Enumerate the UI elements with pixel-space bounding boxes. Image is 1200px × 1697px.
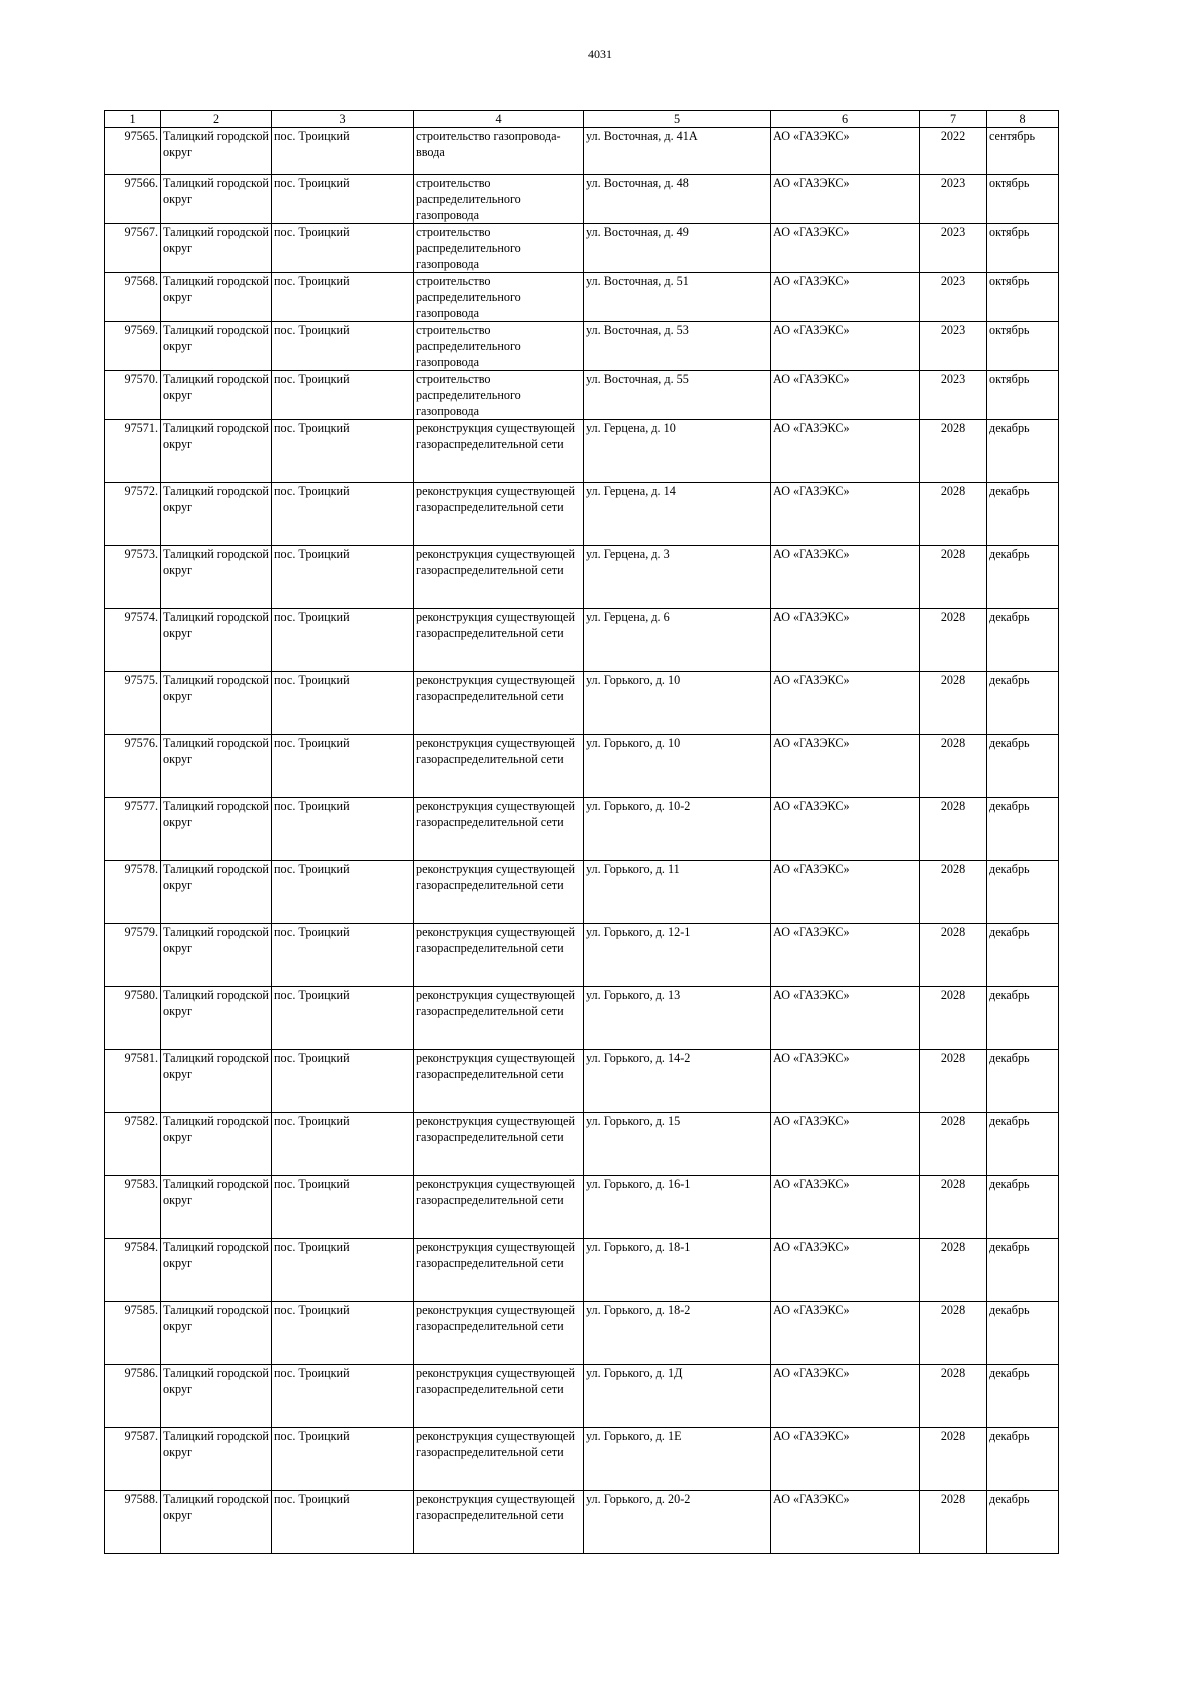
organization-cell: АО «ГАЗЭКС» [771, 798, 920, 861]
month-cell: октябрь [987, 224, 1059, 273]
year-cell: 2028 [920, 1365, 987, 1428]
year-cell: 2028 [920, 1176, 987, 1239]
row-number-cell: 97567. [105, 224, 161, 273]
column-number: 6 [771, 111, 920, 128]
month-cell: октябрь [987, 322, 1059, 371]
organization-cell: АО «ГАЗЭКС» [771, 735, 920, 798]
address-cell: ул. Восточная, д. 48 [584, 175, 771, 224]
district-cell: Талицкий городской округ [161, 483, 272, 546]
organization-cell: АО «ГАЗЭКС» [771, 371, 920, 420]
address-cell: ул. Горького, д. 10 [584, 672, 771, 735]
settlement-cell: пос. Троицкий [272, 1239, 414, 1302]
table-row [105, 175, 1059, 224]
row-number-cell: 97577. [105, 798, 161, 861]
column-number: 2 [161, 111, 272, 128]
district-cell: Талицкий городской округ [161, 1491, 272, 1554]
address-cell: ул. Герцена, д. 10 [584, 420, 771, 483]
year-cell: 2028 [920, 1050, 987, 1113]
register-table [104, 110, 1059, 1554]
work-type-cell: строительство распределительного газопровода [414, 322, 584, 371]
settlement-cell: пос. Троицкий [272, 1302, 414, 1365]
month-cell: декабрь [987, 1491, 1059, 1554]
year-cell: 2023 [920, 371, 987, 420]
row-number-cell: 97569. [105, 322, 161, 371]
month-cell: декабрь [987, 483, 1059, 546]
settlement-cell: пос. Троицкий [272, 1050, 414, 1113]
table-row [105, 1428, 1059, 1491]
month-cell: октябрь [987, 273, 1059, 322]
address-cell: ул. Горького, д. 18-2 [584, 1302, 771, 1365]
row-number-cell: 97579. [105, 924, 161, 987]
settlement-cell: пос. Троицкий [272, 924, 414, 987]
organization-cell: АО «ГАЗЭКС» [771, 987, 920, 1050]
year-cell: 2023 [920, 273, 987, 322]
year-cell: 2028 [920, 987, 987, 1050]
settlement-cell: пос. Троицкий [272, 735, 414, 798]
month-cell: декабрь [987, 798, 1059, 861]
month-cell: декабрь [987, 1113, 1059, 1176]
settlement-cell: пос. Троицкий [272, 546, 414, 609]
address-cell: ул. Горького, д. 15 [584, 1113, 771, 1176]
row-number-cell: 97583. [105, 1176, 161, 1239]
work-type-cell: реконструкция существующей газораспределительной сети [414, 735, 584, 798]
year-cell: 2028 [920, 609, 987, 672]
work-type-cell: реконструкция существующей газораспределительной сети [414, 1302, 584, 1365]
table-row [105, 1365, 1059, 1428]
month-cell: декабрь [987, 1302, 1059, 1365]
year-cell: 2023 [920, 175, 987, 224]
organization-cell: АО «ГАЗЭКС» [771, 1428, 920, 1491]
organization-cell: АО «ГАЗЭКС» [771, 1113, 920, 1176]
organization-cell: АО «ГАЗЭКС» [771, 1365, 920, 1428]
district-cell: Талицкий городской округ [161, 1113, 272, 1176]
organization-cell: АО «ГАЗЭКС» [771, 861, 920, 924]
organization-cell: АО «ГАЗЭКС» [771, 1302, 920, 1365]
table-row [105, 546, 1059, 609]
work-type-cell: реконструкция существующей газораспределительной сети [414, 1239, 584, 1302]
year-cell: 2028 [920, 1239, 987, 1302]
settlement-cell: пос. Троицкий [272, 175, 414, 224]
settlement-cell: пос. Троицкий [272, 371, 414, 420]
district-cell: Талицкий городской округ [161, 546, 272, 609]
district-cell: Талицкий городской округ [161, 175, 272, 224]
work-type-cell: строительство распределительного газопровода [414, 175, 584, 224]
address-cell: ул. Восточная, д. 41А [584, 128, 771, 175]
month-cell: декабрь [987, 735, 1059, 798]
work-type-cell: реконструкция существующей газораспределительной сети [414, 1365, 584, 1428]
row-number-cell: 97584. [105, 1239, 161, 1302]
year-cell: 2028 [920, 1113, 987, 1176]
year-cell: 2028 [920, 1428, 987, 1491]
column-number: 8 [987, 111, 1059, 128]
organization-cell: АО «ГАЗЭКС» [771, 1239, 920, 1302]
year-cell: 2023 [920, 224, 987, 273]
settlement-cell: пос. Троицкий [272, 987, 414, 1050]
table-row [105, 420, 1059, 483]
table-row [105, 483, 1059, 546]
address-cell: ул. Горького, д. 12-1 [584, 924, 771, 987]
column-number: 7 [920, 111, 987, 128]
organization-cell: АО «ГАЗЭКС» [771, 128, 920, 175]
address-cell: ул. Горького, д. 20-2 [584, 1491, 771, 1554]
work-type-cell: реконструкция существующей газораспределительной сети [414, 798, 584, 861]
month-cell: декабрь [987, 672, 1059, 735]
table-row [105, 371, 1059, 420]
address-cell: ул. Восточная, д. 49 [584, 224, 771, 273]
year-cell: 2028 [920, 735, 987, 798]
district-cell: Талицкий городской округ [161, 1365, 272, 1428]
settlement-cell: пос. Троицкий [272, 798, 414, 861]
row-number-cell: 97586. [105, 1365, 161, 1428]
work-type-cell: реконструкция существующей газораспределительной сети [414, 672, 584, 735]
address-cell: ул. Восточная, д. 51 [584, 273, 771, 322]
district-cell: Талицкий городской округ [161, 798, 272, 861]
work-type-cell: реконструкция существующей газораспределительной сети [414, 609, 584, 672]
month-cell: декабрь [987, 420, 1059, 483]
address-cell: ул. Восточная, д. 53 [584, 322, 771, 371]
work-type-cell: строительство газопровода-ввода [414, 128, 584, 175]
month-cell: декабрь [987, 924, 1059, 987]
month-cell: октябрь [987, 371, 1059, 420]
table-row [105, 609, 1059, 672]
district-cell: Талицкий городской округ [161, 735, 272, 798]
settlement-cell: пос. Троицкий [272, 672, 414, 735]
page-number: 4031 [588, 47, 612, 61]
work-type-cell: строительство распределительного газопровода [414, 371, 584, 420]
table-row [105, 1491, 1059, 1554]
column-number: 5 [584, 111, 771, 128]
address-cell: ул. Горького, д. 13 [584, 987, 771, 1050]
address-cell: ул. Горького, д. 10-2 [584, 798, 771, 861]
table-row [105, 924, 1059, 987]
month-cell: декабрь [987, 546, 1059, 609]
row-number-cell: 97573. [105, 546, 161, 609]
organization-cell: АО «ГАЗЭКС» [771, 273, 920, 322]
organization-cell: АО «ГАЗЭКС» [771, 924, 920, 987]
organization-cell: АО «ГАЗЭКС» [771, 609, 920, 672]
address-cell: ул. Герцена, д. 3 [584, 546, 771, 609]
table-body [105, 128, 1059, 1554]
row-number-cell: 97572. [105, 483, 161, 546]
month-cell: декабрь [987, 609, 1059, 672]
address-cell: ул. Горького, д. 10 [584, 735, 771, 798]
district-cell: Талицкий городской округ [161, 1176, 272, 1239]
district-cell: Талицкий городской округ [161, 924, 272, 987]
address-cell: ул. Горького, д. 16-1 [584, 1176, 771, 1239]
district-cell: Талицкий городской округ [161, 1302, 272, 1365]
address-cell: ул. Горького, д. 18-1 [584, 1239, 771, 1302]
row-number-cell: 97581. [105, 1050, 161, 1113]
work-type-cell: реконструкция существующей газораспределительной сети [414, 1491, 584, 1554]
row-number-cell: 97580. [105, 987, 161, 1050]
table-row [105, 1176, 1059, 1239]
address-cell: ул. Герцена, д. 14 [584, 483, 771, 546]
month-cell: декабрь [987, 1239, 1059, 1302]
month-cell: декабрь [987, 987, 1059, 1050]
district-cell: Талицкий городской округ [161, 224, 272, 273]
district-cell: Талицкий городской округ [161, 1050, 272, 1113]
settlement-cell: пос. Троицкий [272, 1113, 414, 1176]
work-type-cell: реконструкция существующей газораспределительной сети [414, 483, 584, 546]
year-cell: 2028 [920, 1491, 987, 1554]
settlement-cell: пос. Троицкий [272, 1491, 414, 1554]
table-row [105, 735, 1059, 798]
settlement-cell: пос. Троицкий [272, 1365, 414, 1428]
district-cell: Талицкий городской округ [161, 128, 272, 175]
row-number-cell: 97576. [105, 735, 161, 798]
settlement-cell: пос. Троицкий [272, 420, 414, 483]
month-cell: декабрь [987, 1176, 1059, 1239]
row-number-cell: 97574. [105, 609, 161, 672]
year-cell: 2028 [920, 924, 987, 987]
settlement-cell: пос. Троицкий [272, 273, 414, 322]
year-cell: 2028 [920, 798, 987, 861]
row-number-cell: 97570. [105, 371, 161, 420]
row-number-cell: 97582. [105, 1113, 161, 1176]
year-cell: 2028 [920, 672, 987, 735]
settlement-cell: пос. Троицкий [272, 322, 414, 371]
settlement-cell: пос. Троицкий [272, 128, 414, 175]
row-number-cell: 97585. [105, 1302, 161, 1365]
row-number-cell: 97575. [105, 672, 161, 735]
address-cell: ул. Горького, д. 1Е [584, 1428, 771, 1491]
year-cell: 2023 [920, 322, 987, 371]
settlement-cell: пос. Троицкий [272, 1428, 414, 1491]
year-cell: 2028 [920, 861, 987, 924]
table-row [105, 798, 1059, 861]
table-row [105, 128, 1059, 175]
table-row [105, 1239, 1059, 1302]
district-cell: Талицкий городской округ [161, 273, 272, 322]
work-type-cell: реконструкция существующей газораспределительной сети [414, 1113, 584, 1176]
column-number-row [105, 111, 1059, 128]
address-cell: ул. Восточная, д. 55 [584, 371, 771, 420]
district-cell: Талицкий городской округ [161, 1428, 272, 1491]
table-row [105, 1302, 1059, 1365]
district-cell: Талицкий городской округ [161, 322, 272, 371]
table-row [105, 1113, 1059, 1176]
column-number: 3 [272, 111, 414, 128]
column-number: 4 [414, 111, 584, 128]
settlement-cell: пос. Троицкий [272, 1176, 414, 1239]
row-number-cell: 97571. [105, 420, 161, 483]
organization-cell: АО «ГАЗЭКС» [771, 1176, 920, 1239]
work-type-cell: реконструкция существующей газораспределительной сети [414, 546, 584, 609]
settlement-cell: пос. Троицкий [272, 609, 414, 672]
work-type-cell: реконструкция существующей газораспределительной сети [414, 1050, 584, 1113]
month-cell: декабрь [987, 1050, 1059, 1113]
work-type-cell: реконструкция существующей газораспределительной сети [414, 1428, 584, 1491]
table-row [105, 273, 1059, 322]
year-cell: 2028 [920, 546, 987, 609]
row-number-cell: 97568. [105, 273, 161, 322]
address-cell: ул. Горького, д. 11 [584, 861, 771, 924]
table-row [105, 987, 1059, 1050]
table-row [105, 861, 1059, 924]
address-cell: ул. Горького, д. 1Д [584, 1365, 771, 1428]
year-cell: 2028 [920, 1302, 987, 1365]
district-cell: Талицкий городской округ [161, 420, 272, 483]
row-number-cell: 97587. [105, 1428, 161, 1491]
district-cell: Талицкий городской округ [161, 672, 272, 735]
organization-cell: АО «ГАЗЭКС» [771, 420, 920, 483]
table-row [105, 672, 1059, 735]
row-number-cell: 97578. [105, 861, 161, 924]
district-cell: Талицкий городской округ [161, 1239, 272, 1302]
organization-cell: АО «ГАЗЭКС» [771, 672, 920, 735]
address-cell: ул. Горького, д. 14-2 [584, 1050, 771, 1113]
organization-cell: АО «ГАЗЭКС» [771, 322, 920, 371]
organization-cell: АО «ГАЗЭКС» [771, 175, 920, 224]
work-type-cell: строительство распределительного газопровода [414, 273, 584, 322]
row-number-cell: 97566. [105, 175, 161, 224]
organization-cell: АО «ГАЗЭКС» [771, 546, 920, 609]
district-cell: Талицкий городской округ [161, 861, 272, 924]
month-cell: декабрь [987, 1428, 1059, 1491]
settlement-cell: пос. Троицкий [272, 861, 414, 924]
year-cell: 2028 [920, 483, 987, 546]
column-number: 1 [105, 111, 161, 128]
district-cell: Талицкий городской округ [161, 371, 272, 420]
table-row [105, 1050, 1059, 1113]
year-cell: 2028 [920, 420, 987, 483]
settlement-cell: пос. Троицкий [272, 224, 414, 273]
district-cell: Талицкий городской округ [161, 609, 272, 672]
work-type-cell: строительство распределительного газопровода [414, 224, 584, 273]
row-number-cell: 97565. [105, 128, 161, 175]
month-cell: октябрь [987, 175, 1059, 224]
month-cell: сентябрь [987, 128, 1059, 175]
work-type-cell: реконструкция существующей газораспределительной сети [414, 924, 584, 987]
organization-cell: АО «ГАЗЭКС» [771, 224, 920, 273]
district-cell: Талицкий городской округ [161, 987, 272, 1050]
row-number-cell: 97588. [105, 1491, 161, 1554]
work-type-cell: реконструкция существующей газораспределительной сети [414, 861, 584, 924]
organization-cell: АО «ГАЗЭКС» [771, 1491, 920, 1554]
address-cell: ул. Герцена, д. 6 [584, 609, 771, 672]
month-cell: декабрь [987, 861, 1059, 924]
work-type-cell: реконструкция существующей газораспределительной сети [414, 987, 584, 1050]
organization-cell: АО «ГАЗЭКС» [771, 1050, 920, 1113]
year-cell: 2022 [920, 128, 987, 175]
settlement-cell: пос. Троицкий [272, 483, 414, 546]
table-row [105, 322, 1059, 371]
table-row [105, 224, 1059, 273]
work-type-cell: реконструкция существующей газораспределительной сети [414, 1176, 584, 1239]
work-type-cell: реконструкция существующей газораспределительной сети [414, 420, 584, 483]
month-cell: декабрь [987, 1365, 1059, 1428]
organization-cell: АО «ГАЗЭКС» [771, 483, 920, 546]
